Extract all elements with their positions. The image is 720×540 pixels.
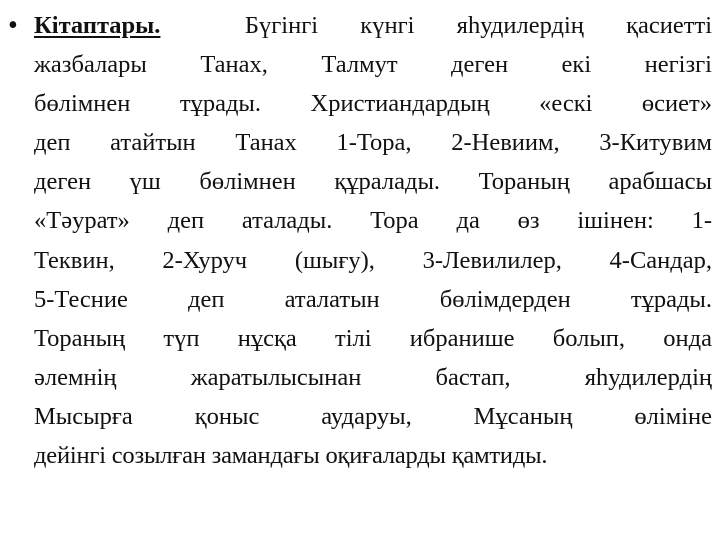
section-heading: Кітаптары.: [34, 12, 161, 39]
text-line-1-body: Бүгінгі күнгі яһудилердің қасиетті: [244, 12, 712, 39]
bullet-item: [8, 6, 712, 475]
text-line-6: «Тәурат» деп аталады. Тора да өз ішінен: 1-: [34, 207, 712, 235]
text-line-7: Теквин, 2-Хуруч (шығу), 3-Левилилер, 4-Сандар,: [34, 246, 712, 274]
text-line-5: деген үш бөлімнен құралады. Тораның арабшасы: [34, 168, 712, 196]
text-line-1: [34, 6, 712, 45]
text-line-10: әлемнің жаратылысынан бастап, яһудилердің: [34, 363, 712, 391]
text-line-2: жазбалары Танах, Талмут деген екі негізгі: [34, 51, 712, 79]
text-line-3: бөлімнен тұрады. Христиандардың «ескі өсиет»: [34, 90, 712, 118]
text-line-11: Мысырға қоныс аударуы, Мұсаның өліміне: [34, 402, 712, 430]
text-line-12: дейінгі созылған замандағы оқиғаларды қамтиды.: [34, 442, 548, 470]
text-line-4: деп атайтын Танах 1-Тора, 2-Невиим, 3-Китувим: [34, 129, 712, 157]
text-line-8: 5-Тесние деп аталатын бөлімдерден тұрады.: [34, 285, 712, 313]
bullet-icon: •: [8, 10, 18, 41]
text-line-9: Тораның түп нұсқа тілі ибранише болып, онда: [34, 324, 712, 352]
bullet-text: [34, 6, 712, 475]
